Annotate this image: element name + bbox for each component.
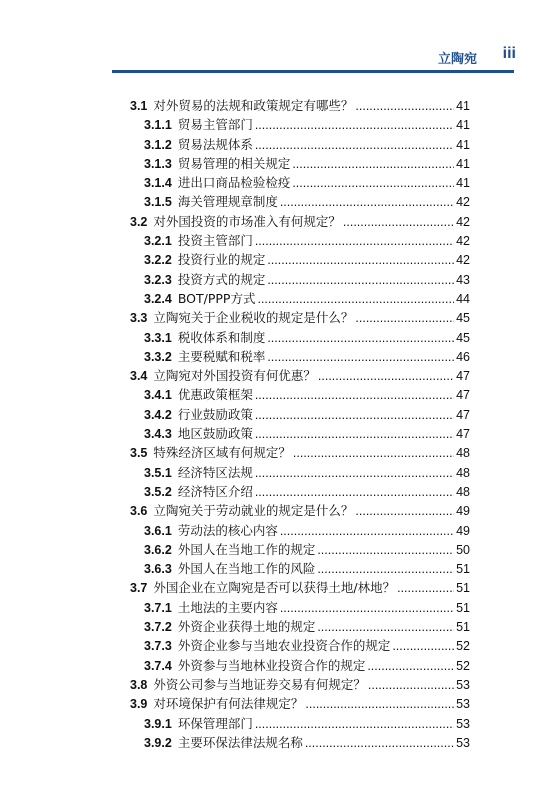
- toc-entry-title: 贸易主管部门: [177, 117, 253, 133]
- toc-entry-page: 49: [456, 523, 470, 538]
- toc-entry[interactable]: [130, 424, 470, 443]
- toc-entry[interactable]: [130, 135, 470, 154]
- toc-entry-page: 46: [456, 349, 470, 364]
- toc-entry-number: 3.9: [130, 697, 148, 712]
- toc-entry-number: 3.9.1: [144, 716, 172, 731]
- toc-entry-title: 经济特区法规: [177, 464, 253, 480]
- toc-dot-leader: [355, 97, 454, 116]
- toc-entry[interactable]: [130, 463, 470, 482]
- toc-entry-page: 47: [456, 407, 470, 422]
- toc-entry-number: 3.2: [130, 214, 148, 229]
- toc-entry[interactable]: [130, 231, 470, 250]
- toc-entry[interactable]: [130, 405, 470, 424]
- toc-dot-leader: [257, 290, 454, 309]
- toc-entry[interactable]: [130, 308, 470, 327]
- toc-entry-page: 50: [456, 542, 470, 557]
- header-title: 立陶宛: [437, 52, 477, 67]
- toc-dot-leader: [255, 386, 454, 405]
- toc-entry[interactable]: [130, 714, 470, 733]
- toc-entry-number: 3.2.1: [144, 234, 172, 249]
- toc-entry[interactable]: [130, 501, 470, 520]
- toc-entry-page: 49: [456, 504, 470, 519]
- toc-entry-number: 3.8: [130, 677, 148, 692]
- toc-entry-page: 41: [456, 118, 470, 133]
- toc-entry-page: 42: [456, 253, 470, 268]
- toc-entry-number: 3.1: [130, 99, 148, 113]
- toc-dot-leader: [317, 560, 454, 579]
- toc-entry[interactable]: [130, 521, 470, 540]
- toc-entry[interactable]: [130, 559, 470, 578]
- toc-entry-page: 48: [456, 465, 470, 480]
- toc-entry-title: 外资企业获得土地的规定: [177, 619, 316, 635]
- toc-entry-page: 44: [456, 291, 470, 306]
- toc-entry-number: 3.5.1: [144, 465, 172, 480]
- toc-dot-leader: [255, 483, 454, 502]
- toc-dot-leader: [397, 579, 454, 598]
- toc-dot-leader: [305, 734, 454, 753]
- toc-entry-number: 3.4.3: [144, 427, 172, 442]
- toc-entry-page: 45: [456, 330, 470, 345]
- toc-entry[interactable]: [130, 675, 470, 694]
- toc-entry-title: 投资主管部门: [177, 233, 253, 249]
- toc-dot-leader: [255, 406, 454, 425]
- toc-dot-leader: [267, 348, 454, 367]
- toc-dot-leader: [255, 232, 454, 251]
- toc-dot-leader: [292, 155, 454, 174]
- toc-entry-title: 投资行业的规定: [177, 252, 266, 268]
- toc-entry-number: 3.1.1: [144, 118, 172, 133]
- toc-entry-number: 3.7.4: [144, 658, 172, 673]
- toc-entry-title: 进出口商品检验检疫: [177, 175, 291, 191]
- toc-entry[interactable]: [130, 656, 470, 675]
- toc-entry-page: 53: [456, 677, 470, 692]
- toc-dot-leader: [255, 425, 454, 444]
- toc-dot-leader: [267, 271, 454, 290]
- toc-dot-leader: [343, 213, 454, 232]
- toc-dot-leader: [267, 251, 454, 270]
- toc-entry-title: 行业鼓励政策: [177, 406, 253, 422]
- toc-entry-title: 海关管理规章制度: [177, 194, 278, 210]
- toc-entry-title: 外资企业参与当地农业投资合作的规定: [177, 638, 391, 654]
- toc-entry-page: 53: [456, 697, 470, 712]
- toc-entry-number: 3.1.2: [144, 137, 172, 152]
- toc-entry-number: 3.3.1: [144, 330, 172, 345]
- toc-entry-title: BOT/PPP方式: [177, 290, 256, 306]
- toc-entry[interactable]: [130, 540, 470, 559]
- toc-entry-title: 环保管理部门: [177, 715, 253, 731]
- toc-entry[interactable]: [130, 328, 470, 347]
- toc-entry-number: 3.7.3: [144, 639, 172, 654]
- toc-entry[interactable]: [130, 617, 470, 636]
- toc-dot-leader: [255, 715, 454, 734]
- toc-entry-page: 51: [456, 620, 470, 635]
- toc-entry[interactable]: [130, 250, 470, 269]
- toc-entry-page: 42: [456, 214, 470, 229]
- toc-entry-title: 贸易管理的相关规定: [177, 155, 291, 171]
- toc-entry-title: 对外贸易的法规和政策规定有哪些？: [153, 98, 354, 113]
- toc-dot-leader: [255, 116, 454, 135]
- toc-entry-number: 3.6: [130, 504, 148, 519]
- toc-entry-title: 外国企业在立陶宛是否可以获得土地/林地？: [153, 580, 396, 596]
- toc-entry-page: 47: [456, 369, 470, 384]
- toc-entry-page: 48: [456, 484, 470, 499]
- toc-entry-title: 主要税赋和税率: [177, 348, 266, 364]
- toc-entry-page: 51: [456, 581, 470, 596]
- toc-entry[interactable]: [130, 443, 470, 462]
- toc-entry[interactable]: [130, 733, 470, 752]
- toc-entry-page: 41: [456, 156, 470, 171]
- toc-entry[interactable]: [130, 385, 470, 404]
- toc-entry-page: 53: [456, 735, 470, 750]
- toc-entry-page: 45: [456, 311, 470, 326]
- toc-entry-number: 3.7.1: [144, 600, 172, 615]
- toc-entry-number: 3.7.2: [144, 620, 172, 635]
- toc-entry[interactable]: [130, 366, 470, 385]
- toc-entry[interactable]: [130, 636, 470, 655]
- toc-entry-number: 3.2.3: [144, 272, 172, 287]
- toc-dot-leader: [267, 329, 454, 348]
- toc-entry[interactable]: [130, 289, 470, 308]
- toc-entry-title: 地区鼓励政策: [177, 426, 253, 442]
- toc-entry[interactable]: [130, 173, 470, 192]
- toc-dot-leader: [367, 657, 454, 676]
- page-number: iii: [502, 45, 516, 62]
- toc-entry-page: 41: [456, 176, 470, 191]
- toc-entry-number: 3.6.3: [144, 562, 172, 577]
- toc-entry-number: 3.1.5: [144, 195, 172, 210]
- toc-entry-title: 经济特区介绍: [177, 483, 253, 499]
- toc-entry-title: 特殊经济区域有何规定？: [153, 445, 291, 461]
- toc-entry-page: 51: [456, 600, 470, 615]
- toc-entry-title: 优惠政策框架: [177, 387, 253, 403]
- toc-entry[interactable]: [130, 578, 470, 597]
- toc-entry[interactable]: [130, 154, 470, 173]
- toc-entry-number: 3.1.3: [144, 156, 172, 171]
- toc-entry-page: 47: [456, 388, 470, 403]
- toc-entry-number: 3.4.2: [144, 407, 172, 422]
- toc-entry-title: 税收体系和制度: [177, 329, 266, 345]
- toc-entry-page: 52: [456, 639, 470, 654]
- toc-entry-page: 42: [456, 234, 470, 249]
- toc-dot-leader: [317, 618, 454, 637]
- toc-entry-title: 土地法的主要内容: [177, 599, 278, 615]
- toc-entry-number: 3.2.4: [144, 291, 172, 306]
- toc-dot-leader: [317, 541, 454, 560]
- toc-dot-leader: [292, 174, 454, 193]
- toc-dot-leader: [255, 136, 454, 155]
- toc-entry-title: 对环境保护有何法律规定？: [153, 696, 304, 712]
- toc-dot-leader: [293, 444, 454, 463]
- toc-entry-page: 47: [456, 427, 470, 442]
- toc-entry[interactable]: [130, 347, 470, 366]
- toc-entry-page: 42: [456, 195, 470, 210]
- toc-entry-number: 3.5: [130, 446, 148, 461]
- toc-dot-leader: [368, 676, 454, 695]
- toc-entry-number: 3.1.4: [144, 176, 172, 191]
- toc-entry-title: 外国人在当地工作的风险: [177, 561, 316, 577]
- toc-entry-title: 劳动法的核心内容: [177, 522, 278, 538]
- toc-entry-number: 3.4: [130, 369, 148, 384]
- toc-entry[interactable]: [130, 598, 470, 617]
- toc-entry-title: 贸易法规体系: [177, 136, 253, 152]
- toc-dot-leader: [305, 695, 454, 714]
- toc-dot-leader: [280, 599, 454, 618]
- toc-dot-leader: [280, 193, 454, 212]
- toc-entry-title: 立陶宛关于企业税收的规定是什么？: [153, 310, 354, 326]
- toc-entry-page: 48: [456, 446, 470, 461]
- toc-dot-leader: [255, 464, 454, 483]
- toc-entry-number: 3.6.1: [144, 523, 172, 538]
- toc-entry[interactable]: [130, 482, 470, 501]
- table-of-contents: [130, 96, 470, 752]
- toc-entry-page: 41: [456, 99, 470, 113]
- toc-entry-page: 41: [456, 137, 470, 152]
- toc-entry-number: 3.3: [130, 311, 148, 326]
- toc-entry-title: 外资参与当地林业投资合作的规定: [177, 657, 366, 673]
- toc-entry[interactable]: [130, 192, 470, 211]
- toc-entry-title: 立陶宛对外国投资有何优惠？: [153, 368, 316, 384]
- toc-entry-title: 外资公司参与当地证券交易有何规定？: [153, 676, 366, 692]
- toc-entry[interactable]: [130, 212, 470, 231]
- toc-entry-number: 3.3.2: [144, 349, 172, 364]
- toc-entry[interactable]: [130, 96, 470, 115]
- toc-entry-title: 立陶宛关于劳动就业的规定是什么？: [153, 503, 354, 519]
- toc-entry-title: 对外国投资的市场准入有何规定？: [153, 213, 341, 229]
- toc-dot-leader: [355, 309, 454, 328]
- toc-entry-page: 51: [456, 562, 470, 577]
- toc-entry-number: 3.9.2: [144, 735, 172, 750]
- toc-entry-number: 3.2.2: [144, 253, 172, 268]
- toc-entry-page: 53: [456, 716, 470, 731]
- toc-entry-number: 3.4.1: [144, 388, 172, 403]
- toc-entry-title: 投资方式的规定: [177, 271, 266, 287]
- toc-dot-leader: [280, 522, 454, 541]
- toc-entry[interactable]: [130, 694, 470, 713]
- toc-entry-number: 3.7: [130, 581, 148, 596]
- toc-dot-leader: [318, 367, 454, 386]
- toc-entry-page: 43: [456, 272, 470, 287]
- toc-entry-page: 52: [456, 658, 470, 673]
- toc-entry-number: 3.5.2: [144, 484, 172, 499]
- header-rule: [112, 70, 514, 73]
- toc-entry-title: 外国人在当地工作的规定: [177, 541, 316, 557]
- toc-entry-number: 3.6.2: [144, 542, 172, 557]
- toc-entry-title: 主要环保法律法规名称: [177, 734, 303, 750]
- toc-entry[interactable]: [130, 270, 470, 289]
- toc-entry[interactable]: [130, 115, 470, 134]
- toc-dot-leader: [392, 637, 454, 656]
- toc-dot-leader: [355, 502, 454, 521]
